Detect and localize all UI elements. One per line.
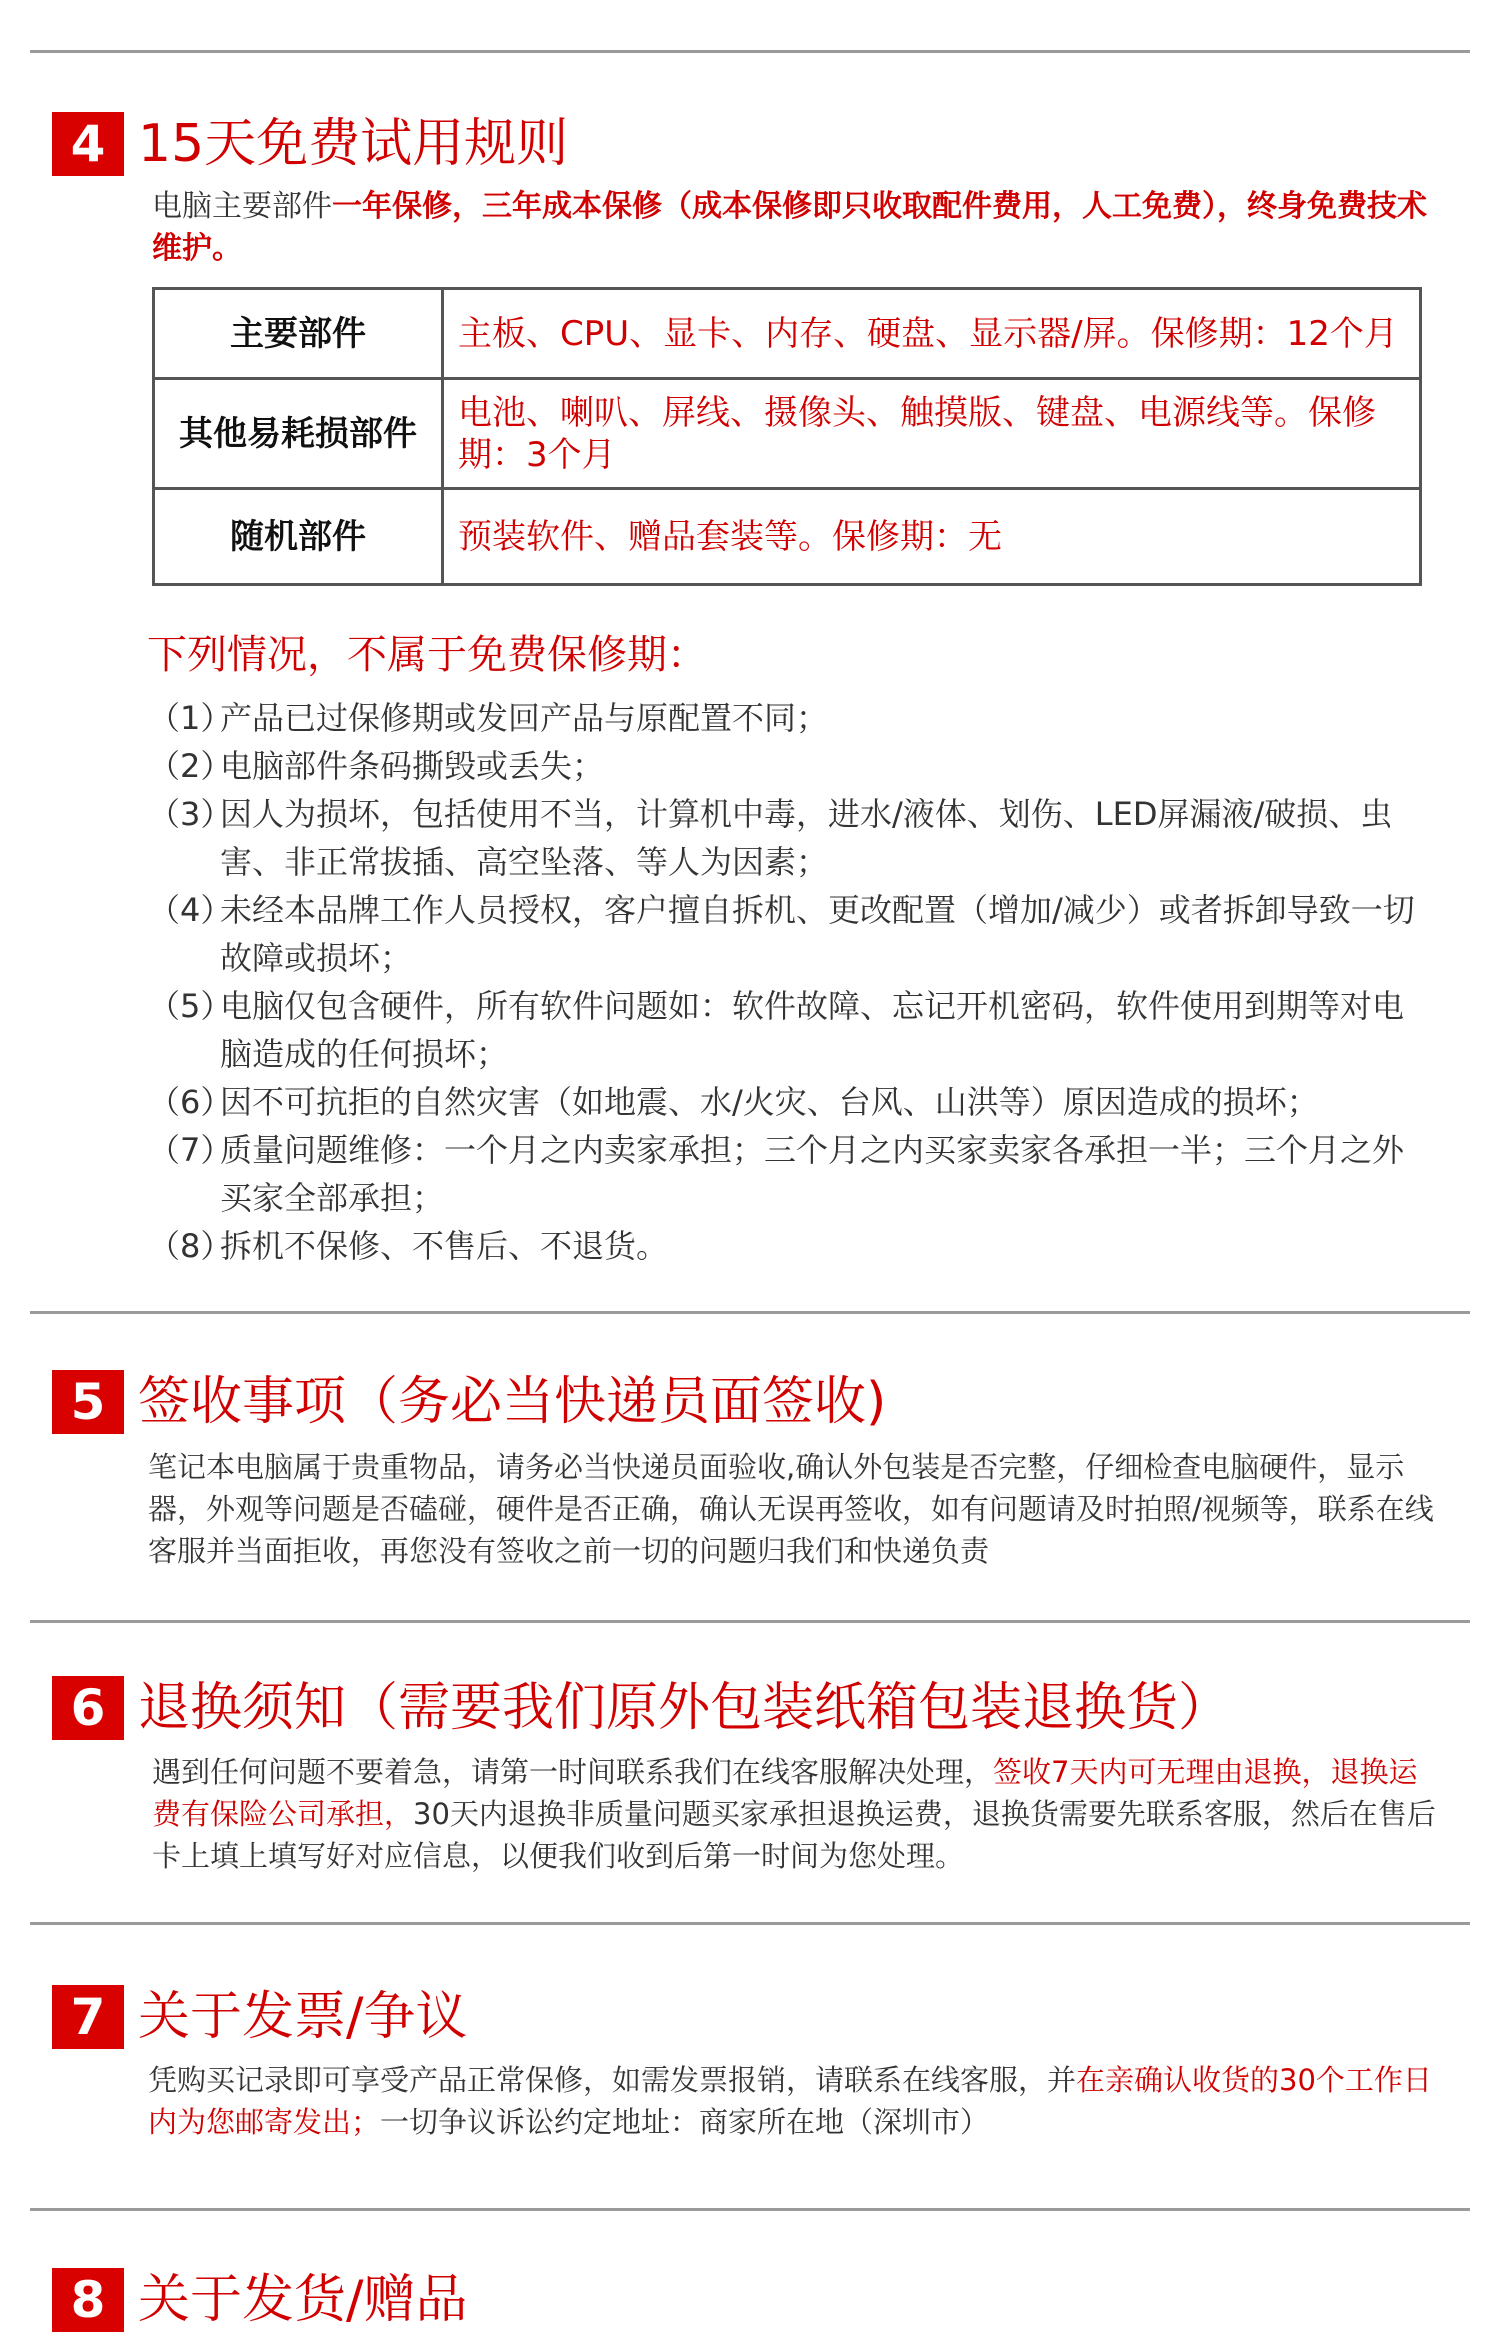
list-item <box>148 886 1418 982</box>
divider <box>30 1620 1470 1623</box>
part-warranty: 预装软件、赠品套装等。保修期：无 <box>443 489 1421 585</box>
list-item <box>148 694 1418 742</box>
list-item <box>148 742 1418 790</box>
section-number-badge: 4 <box>52 112 124 176</box>
table-row <box>154 289 1421 379</box>
list-index: （4） <box>148 891 233 929</box>
part-name: 其他易耗损部件 <box>154 379 443 489</box>
section-number-badge: 8 <box>52 2268 124 2332</box>
divider <box>30 2208 1470 2211</box>
body-highlight: 在亲确认收货的30个工作日内为您邮寄发出； <box>148 2063 1432 2139</box>
exclusions-heading: 下列情况，不属于免费保修期： <box>147 632 707 678</box>
list-index: （2） <box>148 747 233 785</box>
list-text: 电脑部件条码撕毁或丢失； <box>220 747 605 785</box>
body-text: 遇到任何问题不要着急，请第一时间联系我们在线客服解决处理， <box>152 1755 994 1789</box>
list-item <box>148 982 1418 1078</box>
warranty-intro <box>152 186 1442 270</box>
exclusions-list <box>148 694 1418 1270</box>
list-item <box>148 1126 1418 1222</box>
list-index: （8） <box>148 1227 233 1265</box>
section-body <box>148 2059 1438 2143</box>
list-text: 拆机不保修、不售后、不退货。 <box>220 1227 669 1265</box>
part-name: 随机部件 <box>154 489 443 585</box>
part-name: 主要部件 <box>154 289 443 379</box>
list-item <box>148 790 1418 886</box>
section-body <box>152 1751 1442 1877</box>
body-highlight: 签收7天内可无理由退换，退换运费有保险公司承担， <box>152 1755 1418 1831</box>
warranty-parts-table <box>152 287 1422 586</box>
list-index: （6） <box>148 1083 233 1121</box>
section-body: 笔记本电脑属于贵重物品，请务必当快递员面验收,确认外包装是否完整，仔细检查电脑硬件，显示器，外观等问题是否磕碰，硬件是否正确，确认无误再签收，如有问题请及时拍照/视频等，联系在线客服并当面拒收，再您没有签收之前一切的问题归我们和快递负责 <box>148 1450 1434 1568</box>
body-text: 凭购买记录即可享受产品正常保修，如需发票报销，请联系在线客服，并 <box>148 2063 1077 2097</box>
list-index: （5） <box>148 987 233 1025</box>
table-row <box>154 489 1421 585</box>
body-text: 30天内退换非质量问题买家承担退换运费，退换货需要先联系客服，然后在售后卡上填上填写好对应信息，以便我们收到后第一时间为您处理。 <box>152 1797 1436 1873</box>
list-text: 因不可抗拒的自然灾害（如地震、水/火灾、台风、山洪等）原因造成的损坏； <box>220 1083 1319 1121</box>
section-title: 关于发票/争议 <box>138 1987 468 2047</box>
section-title: 15天免费试用规则 <box>138 114 569 174</box>
list-index: （1） <box>148 699 233 737</box>
section-title: 退换须知（需要我们原外包装纸箱包装退换货） <box>138 1678 1231 1738</box>
table-row <box>154 379 1421 489</box>
intro-text: 电脑主要部件 <box>152 189 332 224</box>
section-number-badge: 7 <box>52 1985 124 2049</box>
section-number-badge: 5 <box>52 1370 124 1434</box>
list-item <box>148 1078 1418 1126</box>
list-text: 电脑仅包含硬件，所有软件问题如：软件故障、忘记开机密码，软件使用到期等对电脑造成的任何损坏； <box>220 987 1405 1073</box>
list-index: （7） <box>148 1131 233 1169</box>
list-index: （3） <box>148 795 233 833</box>
divider <box>30 1311 1470 1314</box>
section-title: 签收事项（务必当快递员面签收) <box>138 1372 887 1432</box>
intro-highlight: 一年保修，三年成本保修（成本保修即只收取配件费用，人工免费），终身免费技术维护。 <box>152 189 1427 266</box>
list-text: 产品已过保修期或发回产品与原配置不同； <box>220 699 829 737</box>
section-number-badge: 6 <box>52 1676 124 1740</box>
divider <box>30 1922 1470 1925</box>
part-warranty: 主板、CPU、显卡、内存、硬盘、显示器/屏。保修期：12个月 <box>443 289 1421 379</box>
section-title: 关于发货/赠品 <box>138 2270 468 2330</box>
list-item <box>148 1222 1418 1270</box>
list-text: 未经本品牌工作人员授权，客户擅自拆机、更改配置（增加/减少）或者拆卸导致一切故障或损坏； <box>220 891 1415 977</box>
body-text: 一切争议诉讼约定地址：商家所在地（深圳市） <box>380 2105 990 2139</box>
part-warranty: 电池、喇叭、屏线、摄像头、触摸版、键盘、电源线等。保修期：3个月 <box>443 379 1421 489</box>
list-text: 因人为损坏，包括使用不当，计算机中毒，进水/液体、划伤、LED屏漏液/破损、虫害、非正常拔插、高空坠落、等人为因素； <box>220 795 1393 881</box>
list-text: 质量问题维修：一个月之内卖家承担；三个月之内买家卖家各承担一半；三个月之外买家全部承担； <box>220 1131 1405 1217</box>
divider <box>30 50 1470 53</box>
